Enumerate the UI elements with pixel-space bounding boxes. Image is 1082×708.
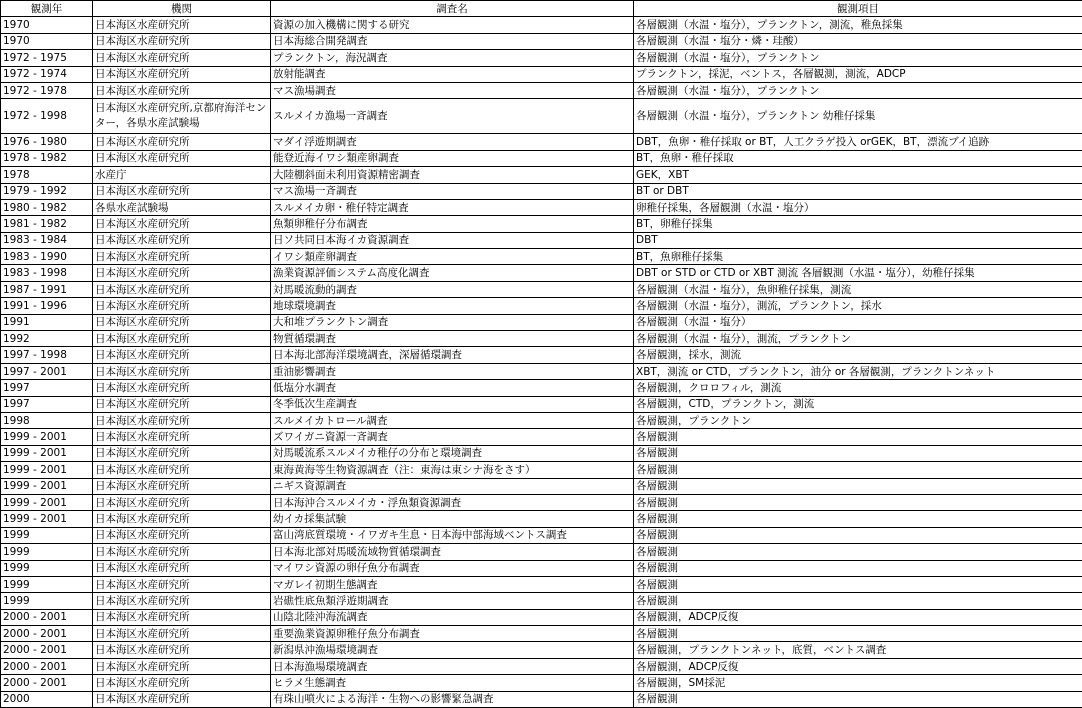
cell-year: 1999 - 2001 (1, 478, 93, 494)
cell-observation-items: 各層観測，プランクトンネット，底質，ベントス調査 (634, 642, 1082, 658)
cell-survey-name: 能登近海イワシ類産卵調査 (271, 150, 634, 166)
cell-year: 2000 - 2001 (1, 609, 93, 625)
cell-survey-name: 東海黄海等生物資源調査（注：東海は東シナ海をさす） (271, 462, 634, 478)
table-row (1, 609, 1082, 625)
cell-year: 1970 (1, 17, 93, 33)
cell-survey-name: 物質循環調査 (271, 331, 634, 347)
cell-observation-items: 各層観測 (634, 429, 1082, 445)
table-row (1, 331, 1082, 347)
cell-survey-name: 日本海北部対馬暖流域物質循環調査 (271, 544, 634, 560)
table-row (1, 249, 1082, 265)
cell-year: 2000 - 2001 (1, 675, 93, 691)
table-row (1, 363, 1082, 379)
table-row (1, 134, 1082, 150)
cell-year: 1999 - 2001 (1, 511, 93, 527)
cell-year: 1992 (1, 331, 93, 347)
cell-organization: 日本海区水産研究所 (93, 183, 271, 199)
cell-survey-name: 大和堆プランクトン調査 (271, 314, 634, 330)
cell-year: 1997 (1, 396, 93, 412)
cell-survey-name: 新潟県沖漁場環境調査 (271, 642, 634, 658)
cell-survey-name: マガレイ初期生態調査 (271, 576, 634, 592)
table-row (1, 298, 1082, 314)
table-row (1, 82, 1082, 98)
cell-observation-items: 各層観測，プランクトン (634, 412, 1082, 428)
table-row (1, 17, 1082, 33)
cell-observation-items: 各層観測 (634, 593, 1082, 609)
cell-year: 1997 (1, 380, 93, 396)
cell-observation-items: 各層観測（水温・塩分・燐・珪酸） (634, 33, 1082, 49)
cell-organization: 日本海区水産研究所 (93, 33, 271, 49)
table-row (1, 445, 1082, 461)
cell-organization: 日本海区水産研究所 (93, 216, 271, 232)
header-observation-items: 観測項目 (634, 1, 1082, 17)
table-row (1, 380, 1082, 396)
cell-organization: 日本海区水産研究所 (93, 281, 271, 297)
cell-organization: 日本海区水産研究所 (93, 527, 271, 543)
cell-survey-name: 日ソ共同日本海イカ資源調査 (271, 232, 634, 248)
table-row (1, 167, 1082, 183)
cell-observation-items: 各層観測（水温・塩分），プランクトン (634, 50, 1082, 66)
cell-organization: 日本海区水産研究所 (93, 560, 271, 576)
table-row (1, 511, 1082, 527)
cell-year: 1970 (1, 33, 93, 49)
cell-survey-name: 放射能調査 (271, 66, 634, 82)
cell-survey-name: 対馬暖流動的調査 (271, 281, 634, 297)
cell-observation-items: 各層観測，SM採泥 (634, 675, 1082, 691)
cell-observation-items: DBT，魚卵・稚仔採取 or BT，人工クラゲ投入 orGEK，BT，漂流ブイ追跡 (634, 134, 1082, 150)
cell-year: 1998 (1, 412, 93, 428)
table-row (1, 265, 1082, 281)
cell-observation-items: 各層観測，採水，測流 (634, 347, 1082, 363)
table-row (1, 396, 1082, 412)
table-row (1, 99, 1082, 134)
cell-year: 1983 - 1998 (1, 265, 93, 281)
table-row (1, 429, 1082, 445)
cell-organization: 日本海区水産研究所 (93, 593, 271, 609)
cell-year: 1983 - 1990 (1, 249, 93, 265)
cell-organization: 日本海区水産研究所 (93, 511, 271, 527)
cell-year: 1972 - 1978 (1, 82, 93, 98)
cell-year: 1997 - 1998 (1, 347, 93, 363)
cell-observation-items: 各層観測 (634, 544, 1082, 560)
cell-organization: 日本海区水産研究所 (93, 544, 271, 560)
cell-observation-items: 各層観測 (634, 462, 1082, 478)
cell-organization: 日本海区水産研究所 (93, 429, 271, 445)
table-row (1, 183, 1082, 199)
cell-organization: 日本海区水産研究所 (93, 50, 271, 66)
table-row (1, 462, 1082, 478)
table-row (1, 232, 1082, 248)
cell-organization: 日本海区水産研究所 (93, 134, 271, 150)
cell-observation-items: 各層観測（水温・塩分） (634, 314, 1082, 330)
cell-observation-items: 各層観測 (634, 691, 1082, 707)
cell-organization: 日本海区水産研究所 (93, 396, 271, 412)
table-row (1, 675, 1082, 691)
table-row (1, 33, 1082, 49)
cell-observation-items: 各層観測 (634, 445, 1082, 461)
table-row (1, 50, 1082, 66)
cell-year: 2000 - 2001 (1, 658, 93, 674)
cell-observation-items: DBT or STD or CTD or XBT 測流 各層観測（水温・塩分），幼稚仔採集 (634, 265, 1082, 281)
cell-year: 1976 - 1980 (1, 134, 93, 150)
table-row (1, 626, 1082, 642)
cell-organization: 日本海区水産研究所 (93, 576, 271, 592)
table-row (1, 216, 1082, 232)
cell-observation-items: BT，卵稚仔採集 (634, 216, 1082, 232)
cell-survey-name: イワシ類産卵調査 (271, 249, 634, 265)
cell-organization: 日本海区水産研究所 (93, 658, 271, 674)
cell-survey-name: ヒラメ生態調査 (271, 675, 634, 691)
cell-year: 1983 - 1984 (1, 232, 93, 248)
cell-survey-name: 資源の加入機構に関する研究 (271, 17, 634, 33)
header-year: 観測年 (1, 1, 93, 17)
cell-observation-items: XBT，測流 or CTD，プランクトン，油分 or 各層観測，プランクトンネット (634, 363, 1082, 379)
cell-year: 1991 (1, 314, 93, 330)
cell-year: 1999 - 2001 (1, 445, 93, 461)
cell-observation-items: 各層観測（水温・塩分），魚卵稚仔採集，測流 (634, 281, 1082, 297)
cell-organization: 日本海区水産研究所 (93, 298, 271, 314)
cell-year: 2000 - 2001 (1, 642, 93, 658)
table-row (1, 658, 1082, 674)
cell-survey-name: スルメイカ卵・稚仔特定調査 (271, 199, 634, 215)
cell-observation-items: 各層観測，ADCP反復 (634, 658, 1082, 674)
cell-observation-items: 各層観測（水温・塩分），測流，プランクトン，採水 (634, 298, 1082, 314)
cell-survey-name: マス漁場調査 (271, 82, 634, 98)
cell-year: 1980 - 1982 (1, 199, 93, 215)
cell-survey-name: 低塩分水調査 (271, 380, 634, 396)
cell-organization: 日本海区水産研究所 (93, 380, 271, 396)
cell-year: 1972 - 1975 (1, 50, 93, 66)
cell-observation-items: BT，魚卵稚仔採集 (634, 249, 1082, 265)
cell-year: 1999 (1, 576, 93, 592)
cell-observation-items: 各層観測 (634, 494, 1082, 510)
cell-survey-name: スルメイカトロール調査 (271, 412, 634, 428)
header-survey-name: 調査名 (271, 1, 634, 17)
cell-year: 1999 (1, 560, 93, 576)
table-row (1, 150, 1082, 166)
cell-observation-items: 各層観測 (634, 527, 1082, 543)
cell-organization: 日本海区水産研究所 (93, 265, 271, 281)
cell-organization: 日本海区水産研究所 (93, 82, 271, 98)
cell-observation-items: 各層観測 (634, 626, 1082, 642)
cell-year: 1999 (1, 544, 93, 560)
cell-organization: 日本海区水産研究所 (93, 675, 271, 691)
cell-organization: 日本海区水産研究所 (93, 331, 271, 347)
table-row (1, 560, 1082, 576)
cell-survey-name: ニギス資源調査 (271, 478, 634, 494)
cell-observation-items: 各層観測 (634, 511, 1082, 527)
cell-year: 1999 - 2001 (1, 429, 93, 445)
table-row (1, 494, 1082, 510)
cell-organization: 日本海区水産研究所 (93, 314, 271, 330)
cell-survey-name: プランクトン，海況調査 (271, 50, 634, 66)
cell-year: 1981 - 1982 (1, 216, 93, 232)
cell-organization: 日本海区水産研究所 (93, 363, 271, 379)
cell-organization: 日本海区水産研究所 (93, 445, 271, 461)
table-row (1, 314, 1082, 330)
cell-year: 1991 - 1996 (1, 298, 93, 314)
table-row (1, 478, 1082, 494)
cell-organization: 日本海区水産研究所 (93, 462, 271, 478)
cell-observation-items: BT or DBT (634, 183, 1082, 199)
cell-survey-name: 日本海総合開発調査 (271, 33, 634, 49)
cell-year: 1972 - 1998 (1, 99, 93, 134)
cell-organization: 各県水産試験場 (93, 199, 271, 215)
cell-organization: 日本海区水産研究所 (93, 347, 271, 363)
cell-organization: 日本海区水産研究所 (93, 17, 271, 33)
cell-organization: 日本海区水産研究所,京都府海洋センター，各県水産試験場 (93, 99, 271, 134)
cell-year: 1979 - 1992 (1, 183, 93, 199)
cell-organization: 日本海区水産研究所 (93, 494, 271, 510)
cell-year: 1999 (1, 527, 93, 543)
cell-year: 1972 - 1974 (1, 66, 93, 82)
cell-survey-name: 漁業資源評価システム高度化調査 (271, 265, 634, 281)
table-row (1, 544, 1082, 560)
cell-organization: 日本海区水産研究所 (93, 626, 271, 642)
cell-organization: 日本海区水産研究所 (93, 609, 271, 625)
cell-survey-name: 幼イカ採集試験 (271, 511, 634, 527)
cell-observation-items: BT，魚卵・稚仔採取 (634, 150, 1082, 166)
cell-observation-items: 各層観測，CTD，プランクトン，測流 (634, 396, 1082, 412)
cell-survey-name: 日本海漁場環境調査 (271, 658, 634, 674)
table-row (1, 576, 1082, 592)
cell-survey-name: マダイ浮遊期調査 (271, 134, 634, 150)
cell-observation-items: 各層観測 (634, 576, 1082, 592)
cell-year: 1978 (1, 167, 93, 183)
table-row (1, 691, 1082, 707)
cell-organization: 日本海区水産研究所 (93, 249, 271, 265)
cell-observation-items: 各層観測，クロロフィル，測流 (634, 380, 1082, 396)
cell-organization: 水産庁 (93, 167, 271, 183)
cell-organization: 日本海区水産研究所 (93, 412, 271, 428)
cell-observation-items: 各層観測（水温・塩分），プランクトン (634, 82, 1082, 98)
cell-survey-name: 重要漁業資源卵稚仔魚分布調査 (271, 626, 634, 642)
cell-survey-name: 重油影響調査 (271, 363, 634, 379)
cell-survey-name: 冬季低次生産調査 (271, 396, 634, 412)
cell-organization: 日本海区水産研究所 (93, 150, 271, 166)
cell-year: 2000 (1, 691, 93, 707)
cell-year: 1999 - 2001 (1, 462, 93, 478)
cell-organization: 日本海区水産研究所 (93, 691, 271, 707)
cell-organization: 日本海区水産研究所 (93, 232, 271, 248)
cell-survey-name: 日本海沖合スルメイカ・浮魚類資源調査 (271, 494, 634, 510)
cell-survey-name: マス漁場一斉調査 (271, 183, 634, 199)
table-row (1, 199, 1082, 215)
cell-observation-items: プランクトン，採泥，ベントス，各層観測，測流，ADCP (634, 66, 1082, 82)
cell-survey-name: 大陸棚斜面未利用資源精密調査 (271, 167, 634, 183)
cell-survey-name: 対馬暖流系スルメイカ稚仔の分布と環境調査 (271, 445, 634, 461)
cell-survey-name: ズワイガニ資源一斉調査 (271, 429, 634, 445)
cell-year: 1978 - 1982 (1, 150, 93, 166)
cell-observation-items: 各層観測 (634, 478, 1082, 494)
cell-survey-name: 富山湾底質環境・イワガキ生息・日本海中部海域ベントス調査 (271, 527, 634, 543)
cell-observation-items: 各層観測（水温・塩分），プランクトン，測流，稚魚採集 (634, 17, 1082, 33)
cell-survey-name: 山陰北陸沖海流調査 (271, 609, 634, 625)
cell-year: 1997 - 2001 (1, 363, 93, 379)
table-row (1, 642, 1082, 658)
cell-observation-items: DBT (634, 232, 1082, 248)
cell-survey-name: 地球環境調査 (271, 298, 634, 314)
table-row (1, 527, 1082, 543)
table-body (1, 17, 1082, 708)
cell-survey-name: 有珠山噴火による海洋・生物への影響緊急調査 (271, 691, 634, 707)
cell-observation-items: 各層観測（水温・塩分），プランクトン 幼稚仔採集 (634, 99, 1082, 134)
cell-year: 1987 - 1991 (1, 281, 93, 297)
table-row (1, 66, 1082, 82)
cell-observation-items: 卵稚仔採集，各層観測（水温・塩分） (634, 199, 1082, 215)
cell-survey-name: 魚類卵稚仔分布調査 (271, 216, 634, 232)
cell-survey-name: 日本海北部海洋環境調査，深層循環調査 (271, 347, 634, 363)
cell-organization: 日本海区水産研究所 (93, 478, 271, 494)
table-row (1, 412, 1082, 428)
table-row (1, 593, 1082, 609)
cell-survey-name: マイワシ資源の卵仔魚分布調査 (271, 560, 634, 576)
cell-organization: 日本海区水産研究所 (93, 66, 271, 82)
header-row (1, 1, 1082, 17)
cell-survey-name: スルメイカ漁場一斉調査 (271, 99, 634, 134)
cell-survey-name: 岩礁性底魚類浮遊期調査 (271, 593, 634, 609)
cell-observation-items: 各層観測，ADCP反復 (634, 609, 1082, 625)
cell-year: 1999 (1, 593, 93, 609)
table-row (1, 347, 1082, 363)
cell-observation-items: GEK，XBT (634, 167, 1082, 183)
cell-organization: 日本海区水産研究所 (93, 642, 271, 658)
cell-year: 2000 - 2001 (1, 626, 93, 642)
header-organization: 機関 (93, 1, 271, 17)
cell-observation-items: 各層観測 (634, 560, 1082, 576)
cell-observation-items: 各層観測（水温・塩分），測流，プランクトン (634, 331, 1082, 347)
table-row (1, 281, 1082, 297)
cell-year: 1999 - 2001 (1, 494, 93, 510)
